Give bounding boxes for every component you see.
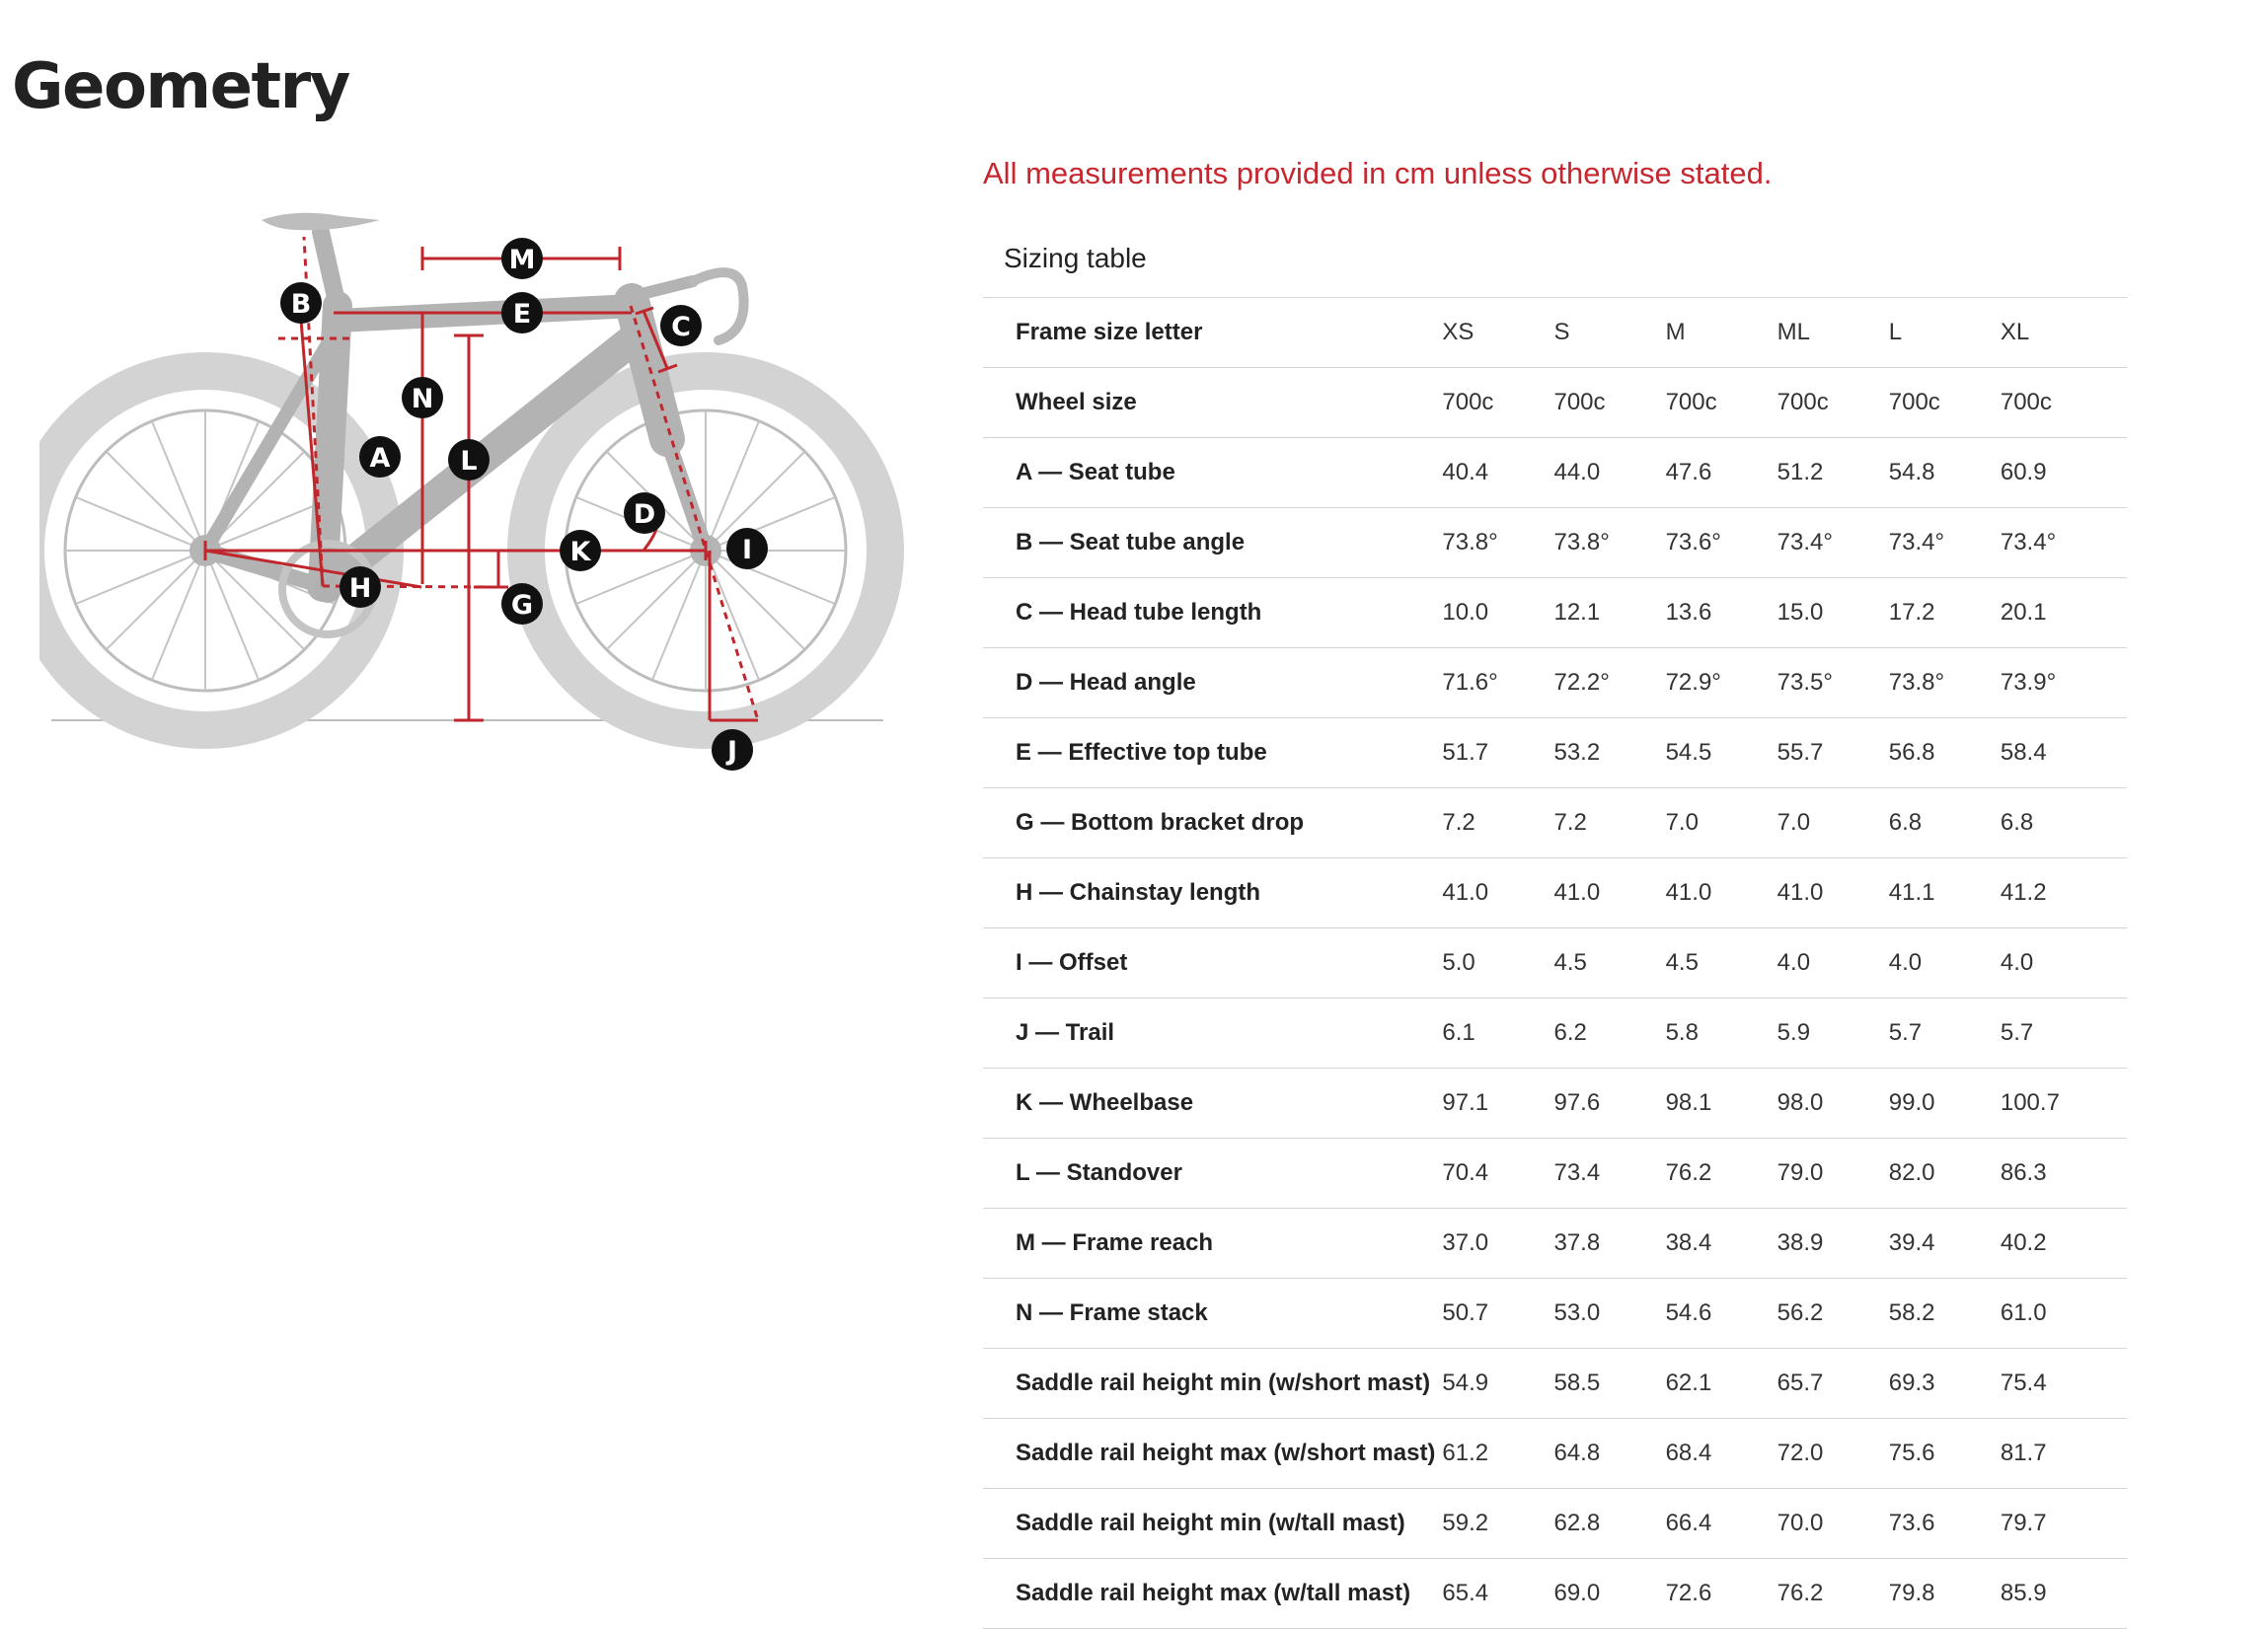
row-value: 51.2 xyxy=(1777,438,1889,508)
row-value: 40.2 xyxy=(2001,1209,2127,1279)
row-value: 6.8 xyxy=(2001,788,2127,858)
row-value: 7.0 xyxy=(1777,788,1889,858)
row-value: 5.7 xyxy=(2001,999,2127,1069)
svg-text:B: B xyxy=(290,289,312,320)
svg-text:I: I xyxy=(741,535,753,565)
row-value: 6.8 xyxy=(1889,788,2001,858)
marker-h xyxy=(340,566,381,608)
row-value: 58.4 xyxy=(2001,718,2127,788)
row-value: 20.1 xyxy=(2001,578,2127,648)
row-value: 81.7 xyxy=(2001,1419,2127,1489)
row-label: G — Bottom bracket drop xyxy=(983,788,1442,858)
row-label: H — Chainstay length xyxy=(983,858,1442,928)
row-value: 7.0 xyxy=(1666,788,1777,858)
size-header: XL xyxy=(2001,298,2127,368)
row-label: Saddle rail height min (w/tall mast) xyxy=(983,1489,1442,1559)
size-header: ML xyxy=(1777,298,1889,368)
size-header: S xyxy=(1553,298,1665,368)
svg-text:M: M xyxy=(508,245,536,275)
row-value: 700c xyxy=(2001,368,2127,438)
row-value: 72.9° xyxy=(1666,648,1777,718)
row-value: 75.6 xyxy=(1889,1419,2001,1489)
row-value: 4.5 xyxy=(1553,928,1665,999)
svg-text:L: L xyxy=(460,446,478,477)
svg-text:C: C xyxy=(671,312,691,342)
row-label: B — Seat tube angle xyxy=(983,508,1442,578)
row-value: 41.1 xyxy=(1889,858,2001,928)
row-value: 38.9 xyxy=(1777,1209,1889,1279)
row-value: 56.8 xyxy=(1889,718,2001,788)
row-value: 60.9 xyxy=(2001,438,2127,508)
table-row xyxy=(983,1559,2127,1629)
row-value: 15.0 xyxy=(1777,578,1889,648)
table-row xyxy=(983,1209,2127,1279)
row-value: 72.6 xyxy=(1666,1559,1777,1629)
row-value: 41.0 xyxy=(1666,858,1777,928)
row-value: 72.2° xyxy=(1553,648,1665,718)
row-value: 75.4 xyxy=(2001,1349,2127,1419)
svg-text:D: D xyxy=(633,499,656,530)
row-label: J — Trail xyxy=(983,999,1442,1069)
row-value: 97.6 xyxy=(1553,1069,1665,1139)
row-value: 99.0 xyxy=(1889,1069,2001,1139)
table-row xyxy=(983,858,2127,928)
row-value: 54.5 xyxy=(1666,718,1777,788)
row-value: 71.6° xyxy=(1442,648,1553,718)
row-value: 58.5 xyxy=(1553,1349,1665,1419)
row-label: K — Wheelbase xyxy=(983,1069,1442,1139)
row-value: 73.9° xyxy=(2001,648,2127,718)
row-value: 4.0 xyxy=(1777,928,1889,999)
row-value: 64.8 xyxy=(1553,1419,1665,1489)
row-value: 86.3 xyxy=(2001,1139,2127,1209)
marker-m xyxy=(501,238,543,279)
row-value: 12.1 xyxy=(1553,578,1665,648)
marker-l xyxy=(448,439,490,481)
row-label: L — Standover xyxy=(983,1139,1442,1209)
row-value: 700c xyxy=(1777,368,1889,438)
row-value: 700c xyxy=(1889,368,2001,438)
row-value: 61.0 xyxy=(2001,1279,2127,1349)
row-value: 98.1 xyxy=(1666,1069,1777,1139)
row-value: 6.2 xyxy=(1553,999,1665,1069)
table-row xyxy=(983,1279,2127,1349)
row-value: 76.2 xyxy=(1666,1139,1777,1209)
row-value: 39.4 xyxy=(1889,1209,2001,1279)
row-value: 7.2 xyxy=(1553,788,1665,858)
row-value: 41.2 xyxy=(2001,858,2127,928)
marker-d xyxy=(624,492,665,534)
marker-b xyxy=(280,282,322,324)
row-value: 40.4 xyxy=(1442,438,1553,508)
row-value: 53.2 xyxy=(1553,718,1665,788)
svg-text:H: H xyxy=(348,573,372,604)
row-value: 85.9 xyxy=(2001,1559,2127,1629)
marker-i xyxy=(726,528,768,569)
row-value: 37.0 xyxy=(1442,1209,1553,1279)
row-value: 73.6 xyxy=(1889,1489,2001,1559)
row-value: 51.7 xyxy=(1442,718,1553,788)
row-value: 68.4 xyxy=(1666,1419,1777,1489)
svg-text:K: K xyxy=(569,537,591,567)
svg-text:G: G xyxy=(510,590,534,621)
row-value: 82.0 xyxy=(1889,1139,2001,1209)
row-value: 54.8 xyxy=(1889,438,2001,508)
row-value: 700c xyxy=(1553,368,1665,438)
size-header: L xyxy=(1889,298,2001,368)
table-row xyxy=(983,718,2127,788)
row-value: 50.7 xyxy=(1442,1279,1553,1349)
row-value: 61.2 xyxy=(1442,1419,1553,1489)
marker-j xyxy=(712,729,753,771)
marker-a xyxy=(359,436,401,478)
row-value: 58.2 xyxy=(1889,1279,2001,1349)
table-row xyxy=(983,1489,2127,1559)
row-value: 72.0 xyxy=(1777,1419,1889,1489)
marker-n xyxy=(402,377,443,418)
table-header-row xyxy=(983,298,2127,368)
row-label: A — Seat tube xyxy=(983,438,1442,508)
row-value: 5.8 xyxy=(1666,999,1777,1069)
row-value: 59.2 xyxy=(1442,1489,1553,1559)
table-row xyxy=(983,368,2127,438)
row-value: 41.0 xyxy=(1553,858,1665,928)
table-row xyxy=(983,438,2127,508)
row-label: D — Head angle xyxy=(983,648,1442,718)
table-row xyxy=(983,928,2127,999)
marker-k xyxy=(560,530,601,571)
row-label: Wheel size xyxy=(983,368,1442,438)
row-label: I — Offset xyxy=(983,928,1442,999)
table-row xyxy=(983,788,2127,858)
row-label: Saddle rail height max (w/tall mast) xyxy=(983,1559,1442,1629)
row-label: N — Frame stack xyxy=(983,1279,1442,1349)
marker-c xyxy=(660,305,702,346)
row-value: 73.8° xyxy=(1442,508,1553,578)
row-value: 69.0 xyxy=(1553,1559,1665,1629)
sizing-table-section xyxy=(983,233,2127,1629)
row-value: 56.2 xyxy=(1777,1279,1889,1349)
table-row xyxy=(983,1349,2127,1419)
svg-text:A: A xyxy=(369,443,391,474)
row-value: 54.6 xyxy=(1666,1279,1777,1349)
svg-text:N: N xyxy=(411,384,434,414)
row-value: 73.8° xyxy=(1889,648,2001,718)
row-value: 65.7 xyxy=(1777,1349,1889,1419)
row-value: 100.7 xyxy=(2001,1069,2127,1139)
size-header: M xyxy=(1666,298,1777,368)
row-value: 70.4 xyxy=(1442,1139,1553,1209)
row-value: 73.4 xyxy=(1553,1139,1665,1209)
row-value: 70.0 xyxy=(1777,1489,1889,1559)
row-value: 54.9 xyxy=(1442,1349,1553,1419)
svg-text:J: J xyxy=(726,736,738,767)
row-value: 44.0 xyxy=(1553,438,1665,508)
row-value: 62.8 xyxy=(1553,1489,1665,1559)
page-title: Geometry xyxy=(12,50,349,123)
marker-e xyxy=(501,292,543,333)
row-value: 73.5° xyxy=(1777,648,1889,718)
row-value: 79.8 xyxy=(1889,1559,2001,1629)
row-value: 41.0 xyxy=(1442,858,1553,928)
row-value: 65.4 xyxy=(1442,1559,1553,1629)
row-label: C — Head tube length xyxy=(983,578,1442,648)
row-value: 69.3 xyxy=(1889,1349,2001,1419)
row-value: 62.1 xyxy=(1666,1349,1777,1419)
table-row xyxy=(983,578,2127,648)
table-row xyxy=(983,999,2127,1069)
row-value: 7.2 xyxy=(1442,788,1553,858)
bike-geometry-diagram xyxy=(39,202,908,794)
row-value: 41.0 xyxy=(1777,858,1889,928)
size-header: XS xyxy=(1442,298,1553,368)
row-value: 73.4° xyxy=(1889,508,2001,578)
row-value: 79.7 xyxy=(2001,1489,2127,1559)
row-value: 53.0 xyxy=(1553,1279,1665,1349)
row-value: 4.5 xyxy=(1666,928,1777,999)
sizing-table-title: Sizing table xyxy=(983,233,2127,298)
row-value: 6.1 xyxy=(1442,999,1553,1069)
row-value: 73.4° xyxy=(1777,508,1889,578)
row-value: 55.7 xyxy=(1777,718,1889,788)
row-label: Saddle rail height max (w/short mast) xyxy=(983,1419,1442,1489)
row-value: 37.8 xyxy=(1553,1209,1665,1279)
row-value: 700c xyxy=(1666,368,1777,438)
marker-g xyxy=(501,583,543,625)
row-value: 47.6 xyxy=(1666,438,1777,508)
row-value: 97.1 xyxy=(1442,1069,1553,1139)
row-value: 4.0 xyxy=(2001,928,2127,999)
row-label: M — Frame reach xyxy=(983,1209,1442,1279)
table-row xyxy=(983,508,2127,578)
row-label: E — Effective top tube xyxy=(983,718,1442,788)
row-value: 10.0 xyxy=(1442,578,1553,648)
row-value: 73.6° xyxy=(1666,508,1777,578)
row-value: 5.9 xyxy=(1777,999,1889,1069)
table-row xyxy=(983,648,2127,718)
row-value: 5.0 xyxy=(1442,928,1553,999)
sizing-table xyxy=(983,298,2127,1629)
row-value: 38.4 xyxy=(1666,1209,1777,1279)
table-row xyxy=(983,1419,2127,1489)
row-value: 700c xyxy=(1442,368,1553,438)
row-value: 17.2 xyxy=(1889,578,2001,648)
row-label: Saddle rail height min (w/short mast) xyxy=(983,1349,1442,1419)
row-value: 5.7 xyxy=(1889,999,2001,1069)
table-row xyxy=(983,1139,2127,1209)
row-value: 98.0 xyxy=(1777,1069,1889,1139)
row-value: 73.8° xyxy=(1553,508,1665,578)
row-value: 76.2 xyxy=(1777,1559,1889,1629)
row-value: 66.4 xyxy=(1666,1489,1777,1559)
row-value: 13.6 xyxy=(1666,578,1777,648)
measurement-note: All measurements provided in cm unless otherwise stated. xyxy=(983,156,1773,190)
table-row xyxy=(983,1069,2127,1139)
header-label: Frame size letter xyxy=(983,298,1442,368)
row-value: 4.0 xyxy=(1889,928,2001,999)
row-value: 79.0 xyxy=(1777,1139,1889,1209)
svg-text:E: E xyxy=(512,299,532,330)
row-value: 73.4° xyxy=(2001,508,2127,578)
